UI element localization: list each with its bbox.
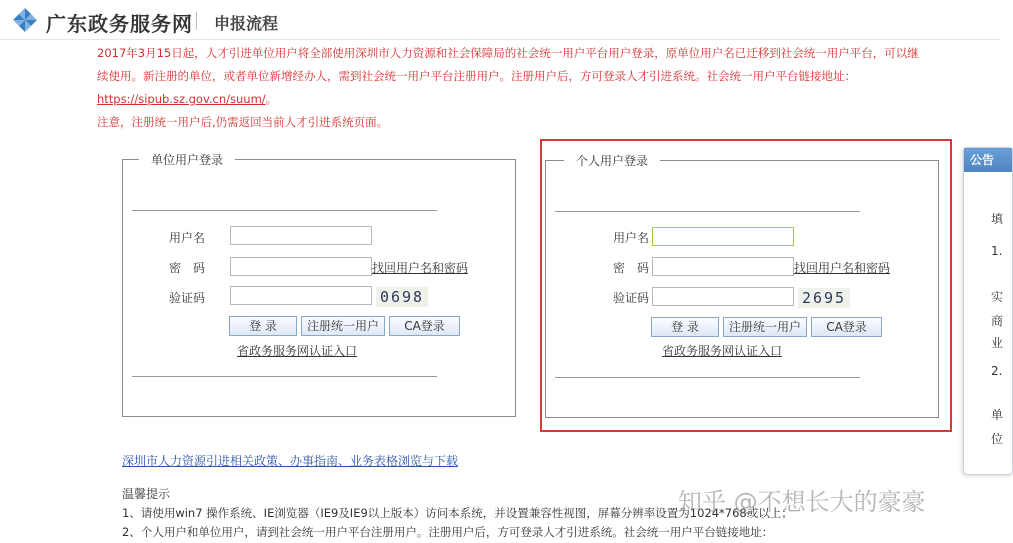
popup-text: 单 — [991, 408, 1004, 422]
person-portal-auth-link[interactable]: 省政务服务网认证入口 — [662, 344, 783, 358]
tip-item: 1、请使用win7 操作系统、IE浏览器（IE9及IE9以上版本）访问本系统，并设置兼容性视图，屏幕分辨率设置为1024*768或以上； — [122, 506, 793, 520]
popup-text: 实 — [991, 290, 1004, 304]
person-password-input[interactable] — [652, 257, 794, 276]
popup-text: 2. — [991, 364, 1003, 378]
person-login-button[interactable]: 登 录 — [651, 317, 719, 337]
unit-recover-account-link[interactable]: 找回用户名和密码 — [372, 261, 469, 275]
pinwheel-logo-icon[interactable] — [12, 7, 38, 33]
unit-captcha-input[interactable] — [230, 286, 372, 305]
announcement-popup[interactable] — [963, 147, 1013, 475]
watermark-text: 知乎 @不想长大的豪豪 — [678, 488, 926, 516]
divider — [555, 211, 860, 212]
tip-item: 2、个人用户和单位用户，请到社会统一用户平台注册用户。注册用户后，方可登录人才引进系统。社会统一用户平台链接地址： — [122, 525, 774, 539]
notice-link-suffix: 。 — [265, 92, 278, 106]
divider — [132, 210, 437, 211]
header-divider — [196, 12, 197, 30]
site-header — [0, 0, 1000, 40]
site-name[interactable]: 广东政务服务网 — [46, 12, 193, 36]
password-label: 密 码 — [612, 261, 649, 275]
unit-password-input[interactable] — [230, 257, 372, 276]
suum-platform-link[interactable]: https://sipub.sz.gov.cn/suum/ — [97, 92, 266, 106]
captcha-label: 验证码 — [612, 291, 649, 305]
person-captcha-image[interactable]: 2695 — [798, 288, 850, 308]
popup-text: 位 — [991, 432, 1004, 446]
unit-login-panel — [122, 153, 516, 417]
person-username-input[interactable] — [652, 227, 794, 246]
popup-text: 商 — [991, 314, 1004, 328]
notice-line-4: 注意，注册统一用户后,仍需返回当前人才引进系统页面。 — [97, 115, 389, 129]
person-login-panel — [545, 154, 939, 418]
notice-line-1: 2017年3月15日起，人才引进单位用户将全部使用深圳市人力资源和社会保障局的社会统一用户平台用户登录，原单位用户名已迁移到社会统一用户平台，可以继 — [97, 46, 919, 60]
captcha-label: 验证码 — [168, 291, 205, 305]
popup-title: 公告 — [964, 148, 1012, 172]
unit-login-button[interactable]: 登 录 — [229, 316, 297, 336]
popup-text: 填 — [991, 212, 1004, 226]
notice-line-3 — [97, 88, 967, 111]
policy-download-link[interactable]: 深圳市人力资源引进相关政策、办事指南、业务表格浏览与下载 — [122, 454, 459, 468]
popup-text: 业 — [991, 336, 1004, 350]
person-captcha-input[interactable] — [652, 287, 794, 306]
unit-login-title: 单位用户登录 — [139, 151, 235, 168]
unit-captcha-image[interactable]: 0698 — [376, 287, 428, 307]
unit-portal-auth-link[interactable]: 省政务服务网认证入口 — [237, 344, 358, 358]
divider — [555, 377, 860, 378]
person-ca-login-button[interactable]: CA登录 — [811, 317, 882, 337]
notice-text — [97, 42, 967, 134]
notice-line-2: 续使用。新注册的单位，或者单位新增经办人，需到社会统一用户平台注册用户。注册用户后，方可登录人才引进系统。社会统一用户平台链接地址： — [97, 69, 856, 83]
username-label: 用户名 — [168, 231, 205, 245]
popup-text: 1. — [991, 244, 1003, 258]
person-login-title: 个人用户登录 — [564, 152, 660, 169]
unit-ca-login-button[interactable]: CA登录 — [389, 316, 460, 336]
unit-register-button[interactable]: 注册统一用户 — [301, 316, 385, 336]
username-label: 用户名 — [612, 231, 649, 245]
page-title: 申报流程 — [214, 14, 279, 33]
divider — [132, 376, 437, 377]
unit-username-input[interactable] — [230, 226, 372, 245]
person-recover-account-link[interactable]: 找回用户名和密码 — [794, 261, 891, 275]
password-label: 密 码 — [168, 261, 205, 275]
tips-title: 温馨提示 — [122, 487, 171, 501]
person-register-button[interactable]: 注册统一用户 — [723, 317, 807, 337]
